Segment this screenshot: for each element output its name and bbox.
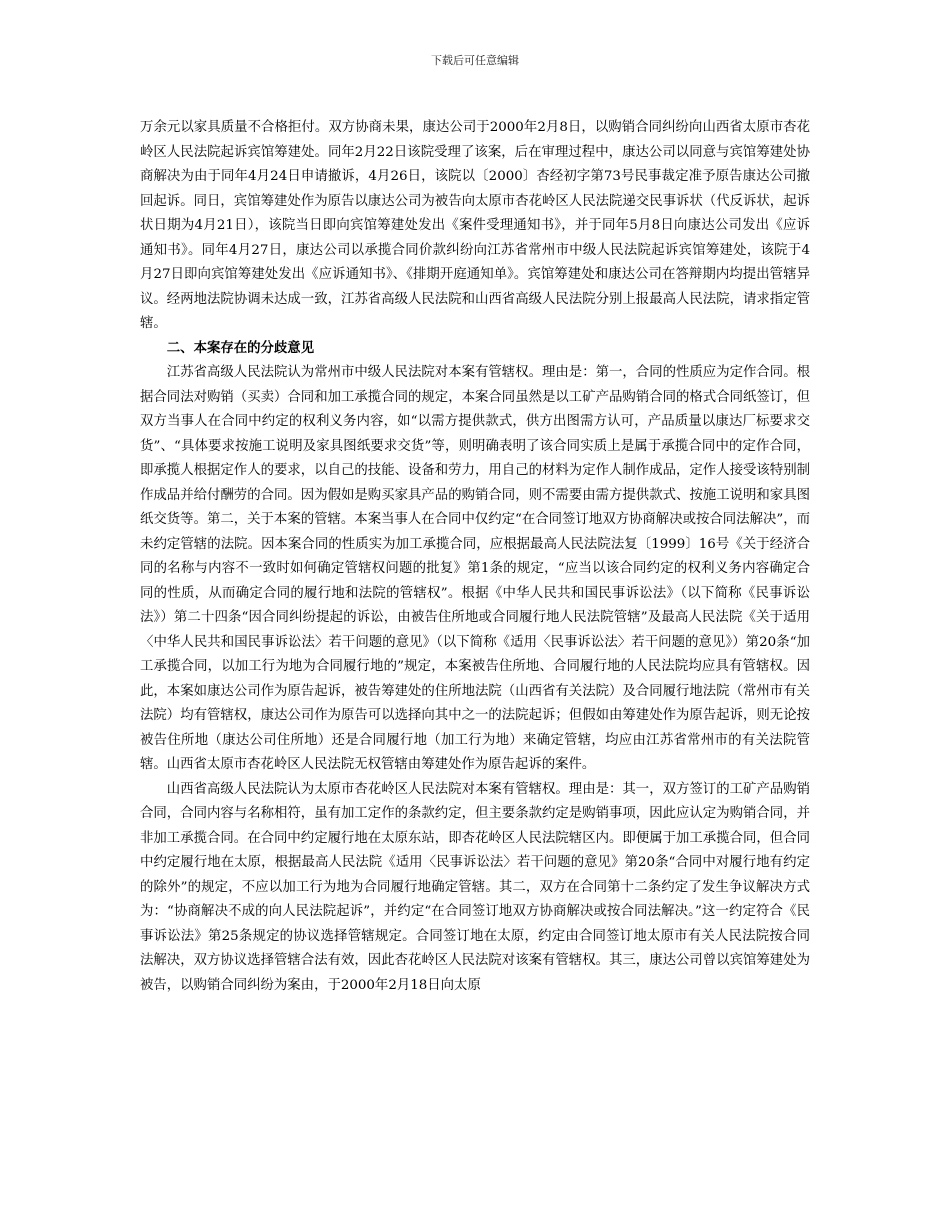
paragraph-case-facts: 万余元以家具质量不合格拒付。双方协商未果，康达公司于2000年2月8日，以购销合同纠纷向山西省太原市杏花岭区人民法院起诉宾馆筹建处。同年2月22日该院受理了该案，后在审理过程中，康达公司以同意与宾馆筹建处协商解决为由于同年4月24日申请撤诉，4月26日，该院以〔2000〕杏经初字第73号民事裁定准予原告康达公司撤回起诉。同日，宾馆筹建处作为原告以康达公司为被告向太原市杏花岭区人民法院递交民事诉状（代反诉状，起诉状日期为4月21日），该院当日即向宾馆筹建处发出《案件受理通知书》，并于同年5月8日向康达公司发出《应诉通知书》。同年4月27日，康达公司以承揽合同价款纠纷向江苏省常州市中级人民法院起诉宾馆筹建处，该院于4月27日即向宾馆筹建处发出《应诉通知书》、《排期开庭通知单》。宾馆筹建处和康达公司在答辩期内均提出管辖异议。经两地法院协调未达成一致，江苏省高级人民法院和山西省高级人民法院分别上报最高人民法院，请求指定管辖。 bbox=[140, 120, 810, 331]
section-heading: 二、本案存在的分歧意见 bbox=[166, 340, 315, 356]
paragraph-shanxi-opinion: 山西省高级人民法院认为太原市杏花岭区人民法院对本案有管辖权。理由是：其一，双方签订的工矿产品购销合同，合同内容与名称相符，虽有加工定作的条款约定，但主要条款约定是购销事项，因此应认定为购销合同，并非加工承揽合同。在合同中约定履行地在太原东站，即杏花岭区人民法院辖区内。即便属于加工承揽合同，但合同中约定履行地在太原，根据最高人民法院《适用〈民事诉讼法〉若干问题的意见》第20条“合同中对履行地有约定的除外”的规定，不应以加工行为地为合同履行地确定管辖。其二，双方在合同第十二条约定了发生争议解决方式为：“协商解决不成的向人民法院起诉”，并约定“在合同签订地双方协商解决或按合同法解决。”这一约定符合《民事诉讼法》第25条规定的协议选择管辖规定。合同签订地在太原，约定由合同签订地太原市有关人民法院按合同法解决，双方协议选择管辖合法有效，因此杏花岭区人民法院对该案有管辖权。其三，康达公司曾以宾馆筹建处为被告，以购销合同纠纷为案由，于2000年2月18日向太原 bbox=[140, 781, 810, 993]
page-header: 下载后可任意编辑 bbox=[431, 54, 519, 67]
document-body bbox=[140, 116, 810, 998]
paragraph-jiangsu-opinion: 江苏省高级人民法院认为常州市中级人民法院对本案有管辖权。理由是：第一，合同的性质应为定作合同。根据合同法对购销（买卖）合同和加工承揽合同的规定，本案合同虽然是以工矿产品购销合同的格式合同纸签订，但双方当事人在合同中约定的权利义务内容，如“以需方提供款式，供方出图需方认可，产品质量以康达厂标要求交货”、“具体要求按施工说明及家具图纸要求交货”等，则明确表明了该合同实质上是属于承揽合同中的定作合同，即承揽人根据定作人的要求，以自己的技能、设备和劳力，用自己的材料为定作人制作成品，定作人接受该特别制作成品并给付酬劳的合同。因为假如是购买家具产品的购销合同，则不需要由需方提供款式、按施工说明和家具图纸交货等。第二，关于本案的管辖。本案当事人在合同中仅约定“在合同签订地双方协商解决或按合同法解决”，而未约定管辖的法院。因本案合同的性质实为加工承揽合同，应根据最高人民法院法复〔1999〕16号《关于经济合同的名称与内容不一致时如何确定管辖权问题的批复》第1条的规定，“应当以该合同约定的权利义务内容确定合同的性质，从而确定合同的履行地和法院的管辖权”。根据《中华人民共和国民事诉讼法》（以下简称《民事诉讼法》）第二十四条“因合同纠纷提起的诉讼，由被告住所地或合同履行地人民法院管辖”及最高人民法院《关于适用〈中华人民共和国民事诉讼法〉若干问题的意见》（以下简称《适用〈民事诉讼法〉若干问题的意见》）第20条“加工承揽合同，以加工行为地为合同履行地的”规定，本案被告住所地、合同履行地的人民法院均应具有管辖权。因此，本案如康达公司作为原告起诉，被告筹建处的住所地法院（山西省有关法院）及合同履行地法院（常州市有关法院）均有管辖权，康达公司作为原告可以选择向其中之一的法院起诉；但假如由筹建处作为原告起诉，则无论按被告住所地（康达公司住所地）还是合同履行地（加工行为地）来确定管辖，均应由江苏省常州市的有关法院管辖。山西省太原市杏花岭区人民法院无权管辖由筹建处作为原告起诉的案件。 bbox=[140, 365, 810, 772]
